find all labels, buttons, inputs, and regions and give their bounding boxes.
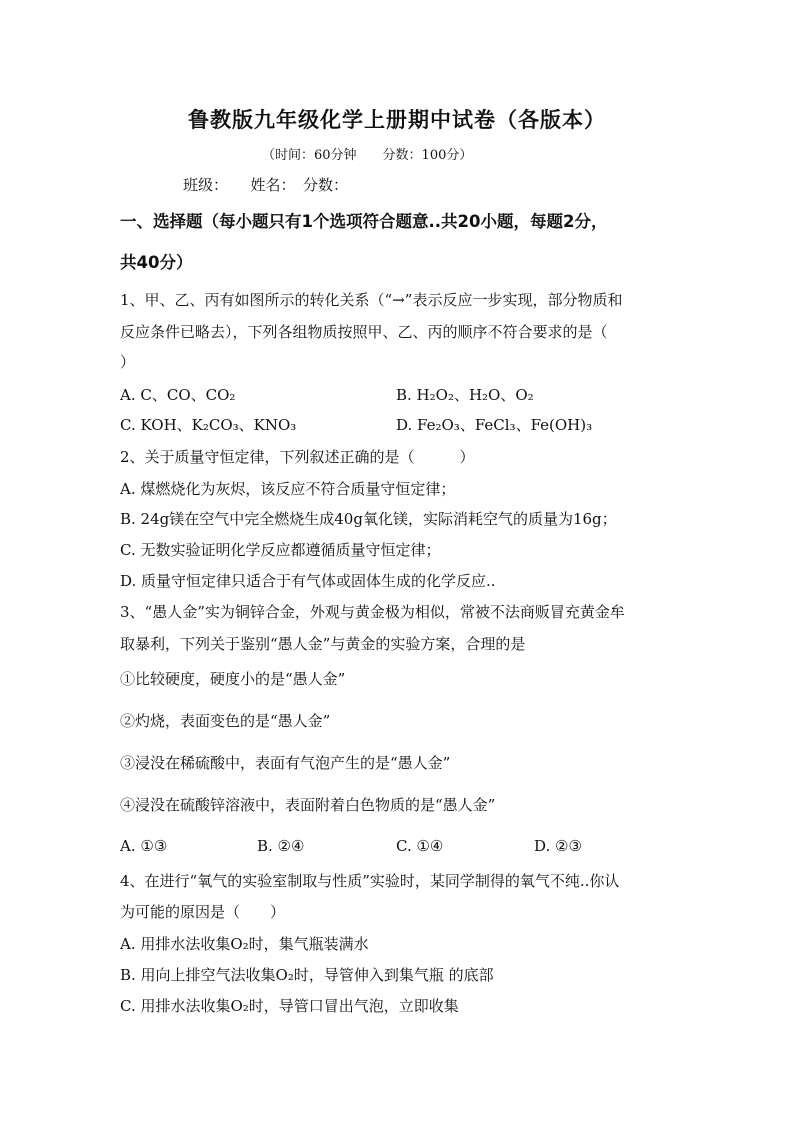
q2-option-d: D. 质量守恒定律只适合于有气体或固体生成的化学反应.. [120,572,496,590]
q1-stem-line2: 反应条件已略去），下列各组物质按照甲、乙、丙的顺序不符合要求的是（ [120,323,608,341]
q3-stem-line2: 取暴利，下列关于鉴别“愚人金”与黄金的实验方案，合理的是 [120,635,526,653]
q1-stem-line3: ） [120,353,136,371]
q4-stem-line1: 4、在进行“氧气的实验室制取与性质”实验时，某同学制得的氧气不纯..你认 [120,872,620,890]
q2-stem: 2、关于质量守恒定律，下列叙述正确的是（ ） [120,448,475,466]
q1-stem-line1: 1、甲、乙、丙有如图所示的转化关系（“→”表示反应一步实现，部分物质和 [120,291,623,309]
q4-stem-line2: 为可能的原因是（ ） [120,903,286,921]
section-heading-line1: 一、选择题（每小题只有1个选项符合题意..共20小题，每题2分， [120,212,608,231]
q4-option-c: C. 用排水法收集O₂时，导管口冒出气泡，立即收集 [120,997,459,1015]
q3-item-4: ④浸没在硫酸锌溶液中，表面附着白色物质的是“愚人金” [120,796,496,814]
q2-option-a: A. 煤燃烧化为灰烬，该反应不符合质量守恒定律； [120,480,456,498]
q4-option-a: A. 用排水法收集O₂时，集气瓶装满水 [120,935,369,953]
q3-option-a: A. ①③ [120,837,168,855]
q3-option-d: D. ②③ [534,837,582,855]
section-heading-line2: 共40分） [120,253,193,272]
q4-option-b: B. 用向上排空气法收集O₂时，导管伸入到集气瓶 的底部 [120,966,494,984]
exam-title: 鲁教版九年级化学上册期中试卷（各版本） [188,108,606,132]
q3-option-b: B. ②④ [257,837,305,855]
q2-option-b: B. 24g镁在空气中完全燃烧生成40g氧化镁，实际消耗空气的质量为16g； [120,510,617,528]
q1-option-c: C. KOH、K₂CO₃、KNO₃ [120,416,297,434]
q1-option-d: D. Fe₂O₃、FeCl₃、Fe(OH)₃ [396,416,593,434]
q3-option-c: C. ①④ [396,837,444,855]
q3-item-3: ③浸没在稀硫酸中，表面有气泡产生的是“愚人金” [120,754,451,772]
q3-item-2: ②灼烧，表面变色的是“愚人金” [120,712,331,730]
student-info-line: 班级： 姓名： 分数： [183,176,349,194]
exam-subtitle: （时间：60分钟 分数：100分） [262,148,473,163]
q3-item-1: ①比较硬度，硬度小的是“愚人金” [120,670,346,688]
q2-option-c: C. 无数实验证明化学反应都遵循质量守恒定律； [120,541,441,559]
q3-stem-line1: 3、“愚人金”实为铜锌合金，外观与黄金极为相似，常被不法商贩冒充黄金牟 [120,603,625,621]
q1-option-b: B. H₂O₂、H₂O、O₂ [396,386,534,404]
q1-option-a: A. C、CO、CO₂ [120,386,236,404]
